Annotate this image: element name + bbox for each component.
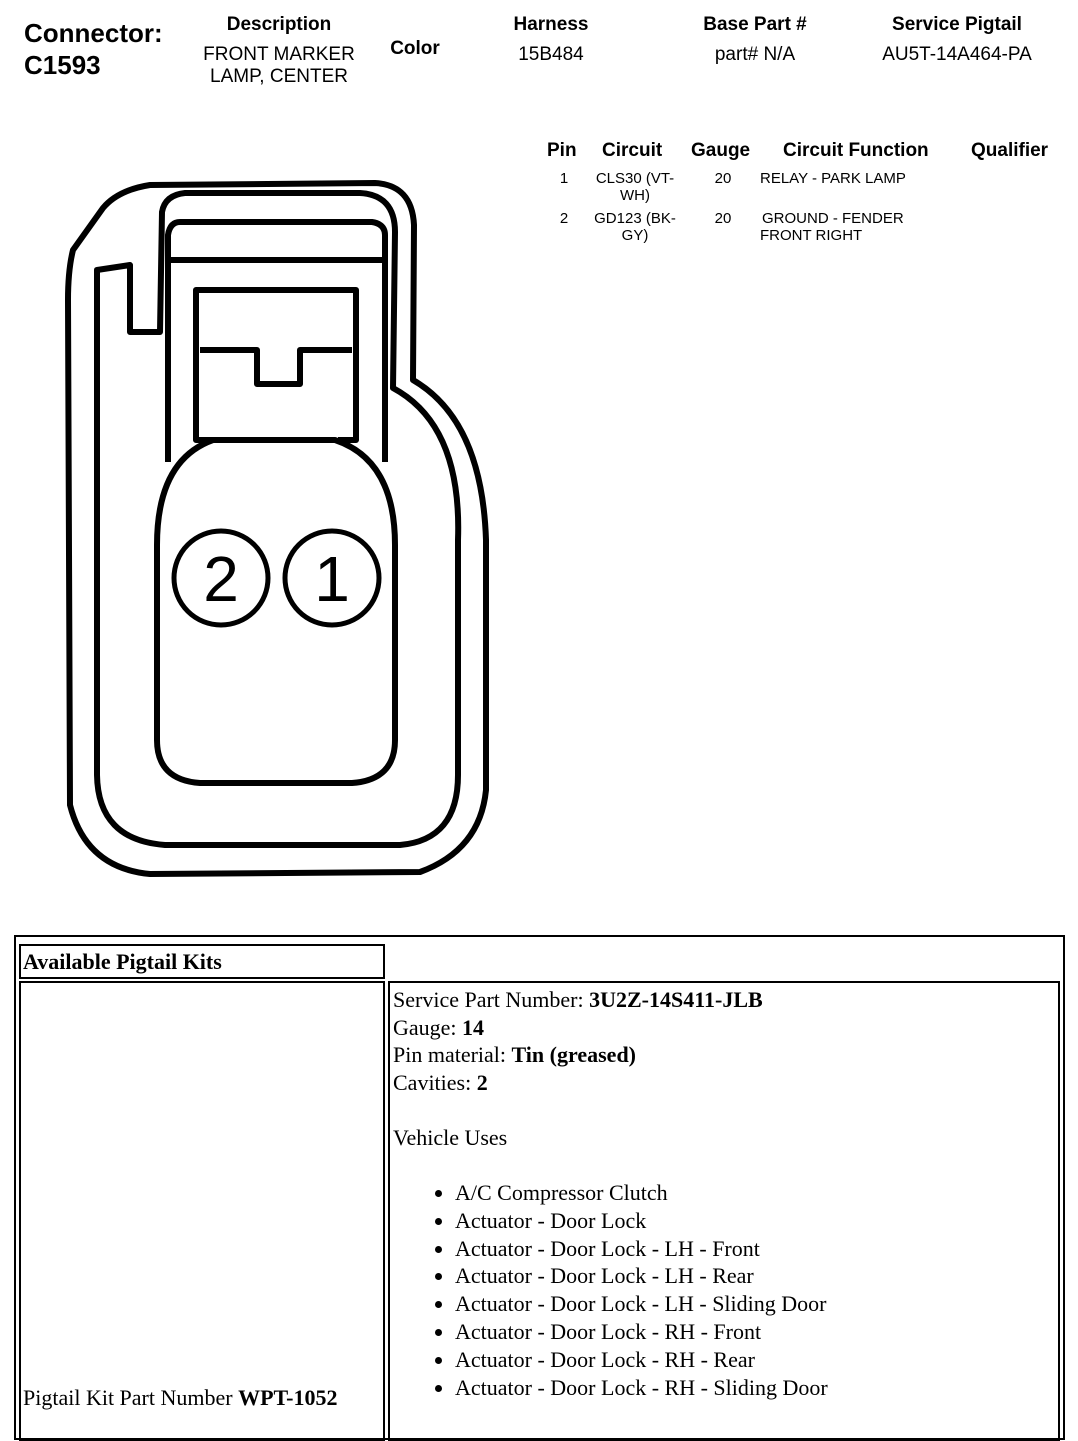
kit-gauge-value: 14 <box>462 1014 485 1040</box>
list-item: • Actuator - Door Lock - LH - Sliding Door <box>455 1290 1053 1318</box>
circuit-line-1: CLS30 (VT- <box>595 170 675 187</box>
service-pigtail-label: Service Pigtail <box>892 14 1022 35</box>
list-item: • Actuator - Door Lock - RH - Rear <box>455 1346 1053 1374</box>
function-line-2: FRONT RIGHT <box>760 227 863 244</box>
circuit-code <box>585 210 685 244</box>
cavities-value: 2 <box>476 1069 488 1095</box>
terminal-face <box>157 440 395 783</box>
color-label: Color <box>390 38 440 59</box>
circuit-function <box>760 210 904 244</box>
vehicle-uses-list <box>393 1179 1053 1401</box>
kit-part-cell <box>19 981 385 1441</box>
list-item: • Actuator - Door Lock - RH - Front <box>455 1318 1053 1346</box>
cavity-2-label: 2 <box>203 543 239 615</box>
list-item: • Actuator - Door Lock - LH - Rear <box>455 1262 1053 1290</box>
harness-label: Harness <box>513 14 589 35</box>
pin-header: Pin <box>547 140 577 161</box>
circuit-code <box>585 170 685 204</box>
pigtail-kits-title-cell <box>19 944 385 979</box>
pin-number: 1 <box>559 170 569 187</box>
service-pigtail-value: AU5T-14A464-PA <box>882 44 1032 65</box>
connector-label: Connector: <box>24 18 163 48</box>
latch-window <box>196 290 356 440</box>
cavities-label: Cavities: <box>393 1069 472 1095</box>
description-line-1: FRONT MARKER <box>203 44 355 65</box>
service-part-number <box>393 986 1053 1014</box>
kit-details-cell <box>388 981 1060 1441</box>
circuit-line-2: WH) <box>620 187 650 204</box>
cavities <box>393 1069 1053 1097</box>
kit-gauge <box>393 1014 1053 1042</box>
list-item: • Actuator - Door Lock - LH - Front <box>455 1235 1053 1263</box>
pin-number: 2 <box>559 210 569 227</box>
connector-id: C1593 <box>24 50 101 80</box>
circuit-function <box>760 170 906 187</box>
cavity-1-label: 1 <box>314 543 350 615</box>
list-item: • A/C Compressor Clutch <box>455 1179 1053 1207</box>
connector-face-diagram <box>0 0 540 900</box>
pin-material-label: Pin material: <box>393 1042 507 1067</box>
kit-part-value: WPT-1052 <box>238 1385 338 1410</box>
latch-tab <box>200 350 352 384</box>
pin-material <box>393 1041 1053 1069</box>
circuit-line-1: GD123 (BK- <box>594 210 676 227</box>
wire-gauge: 20 <box>714 170 732 187</box>
function-line-1: RELAY - PARK LAMP <box>760 170 906 187</box>
kit-part-label: Pigtail Kit Part Number <box>23 1385 233 1410</box>
pigtail-kits-title: Available Pigtail Kits <box>23 949 222 974</box>
gauge-header: Gauge <box>691 140 751 161</box>
vehicle-uses-heading: Vehicle Uses <box>393 1124 508 1150</box>
pin-material-value: Tin (greased) <box>511 1042 637 1067</box>
circuit-line-2: GY) <box>621 227 649 244</box>
circuit-function-header: Circuit Function <box>783 140 929 161</box>
circuit-header: Circuit <box>602 140 663 161</box>
qualifier-header: Qualifier <box>971 140 1049 161</box>
list-item: • Actuator - Door Lock <box>455 1207 1053 1235</box>
description-label: Description <box>226 14 332 35</box>
kit-gauge-label: Gauge: <box>393 1014 457 1040</box>
description-line-2: LAMP, CENTER <box>210 66 348 87</box>
list-item: • Actuator - Door Lock - RH - Sliding Door <box>455 1374 1053 1402</box>
harness-value: 15B484 <box>518 44 584 65</box>
service-part-label: Service Part Number: <box>393 987 584 1012</box>
kit-part-number <box>23 1385 338 1411</box>
base-part-value: part# N/A <box>714 44 796 65</box>
function-line-1: GROUND - FENDER <box>762 210 904 227</box>
wire-gauge: 20 <box>714 210 732 227</box>
service-part-value: 3U2Z-14S411-JLB <box>589 987 763 1012</box>
base-part-label: Base Part # <box>703 14 807 35</box>
